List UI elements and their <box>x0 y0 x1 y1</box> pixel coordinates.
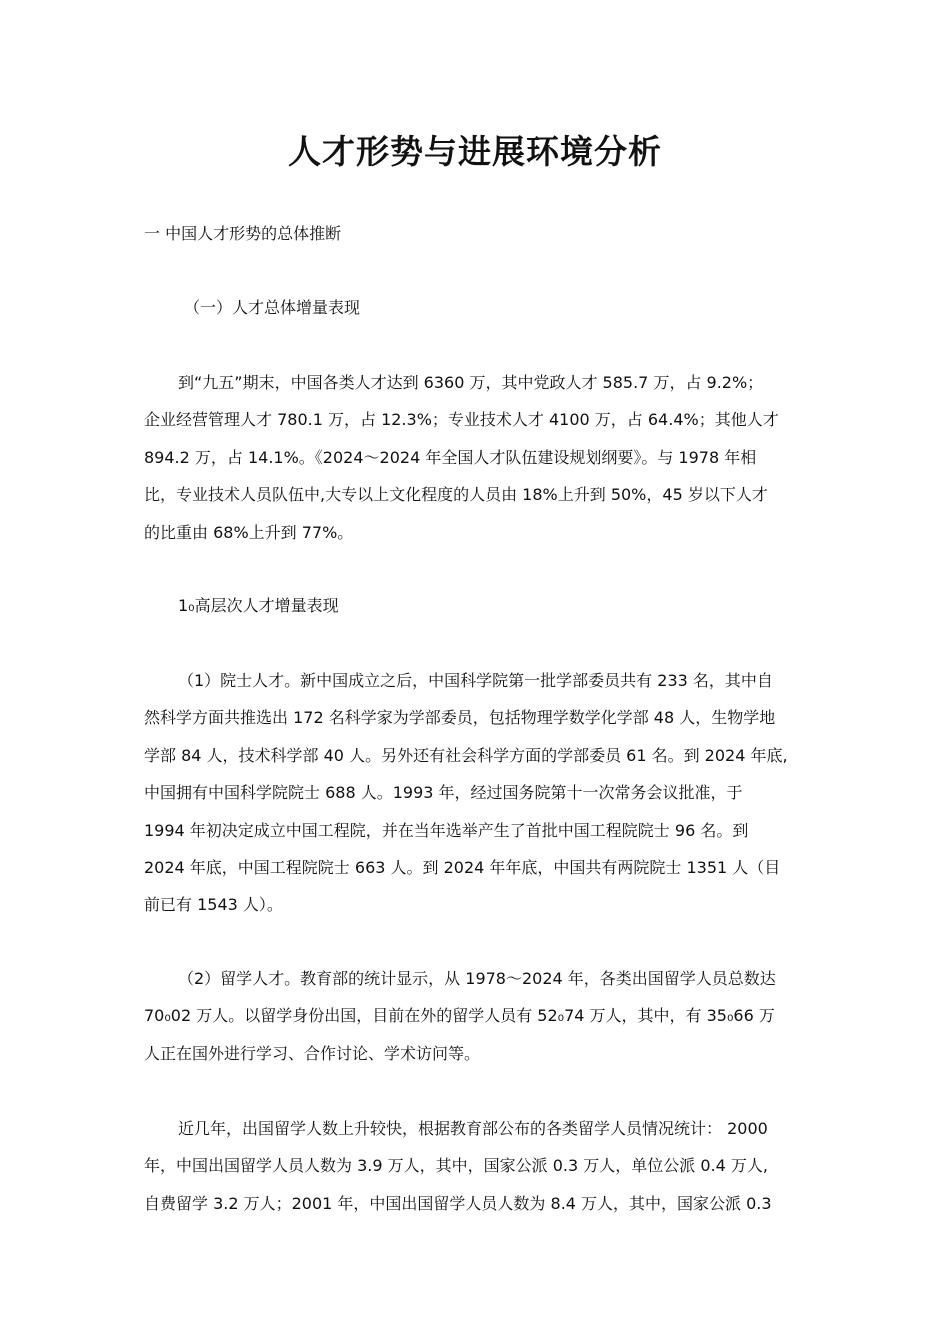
paragraph-line: 然科学方面共推选出 172 名科学家为学部委员，包括物理学数学化学部 48 人，生物学地 <box>144 708 776 728</box>
paragraph-total-talent <box>144 364 812 551</box>
paragraph-overseas-students <box>144 960 812 1072</box>
paragraph-line: 年，中国出国留学人员人数为 3.9 万人，其中，国家公派 0.3 万人，单位公派 0.4 万人, <box>144 1156 768 1176</box>
item-heading: 1₀高层次人才增量表现 <box>178 596 339 615</box>
paragraph-recent-years <box>144 1110 812 1222</box>
paragraph-line: 学部 84 人，技术科学部 40 人。另外还有社会科学方面的学部委员 61 名。到 2024 年底, <box>144 745 788 765</box>
paragraph-line: （2）留学人才。教育部的统计显示，从 1978～2024 年，各类出国留学人员总数达 <box>178 969 776 988</box>
paragraph-line: 前已有 1543 人）。 <box>144 895 283 915</box>
paragraph-line: 2024 年底，中国工程院院士 663 人。到 2024 年年底，中国共有两院院士 1351 人（目 <box>144 858 781 878</box>
paragraph-line: 到“九五”期末，中国各类人才达到 6360 万，其中党政人才 585.7 万，占 9.2%； <box>178 373 764 392</box>
paragraph-line: 自费留学 3.2 万人；2001 年，中国出国留学人员人数为 8.4 万人，其中，国家公派 0.3 <box>144 1193 772 1213</box>
paragraph-line: 比，专业技术人员队伍中,大专以上文化程度的人员由 18%上升到 50%，45 岁以下人才 <box>144 485 768 505</box>
paragraph-line: 近几年，出国留学人数上升较快，根据教育部公布的各类留学人员情况统计： 2000 <box>178 1119 768 1138</box>
paragraph-line: 70₀02 万人。以留学身份出国，目前在外的留学人员有 52₀74 万人，其中，有 35₀66 万 <box>144 1006 775 1026</box>
paragraph-academicians <box>144 662 812 924</box>
paragraph-line: 人正在国外进行学习、合作讨论、学术访问等。 <box>144 1043 481 1063</box>
paragraph-line: 的比重由 68%上升到 77%。 <box>144 522 354 542</box>
paragraph-line: 中国拥有中国科学院院士 688 人。1993 年，经过国务院第十一次常务会议批准，于 <box>144 783 743 803</box>
section-heading: 一 中国人才形势的总体推断 <box>144 224 342 243</box>
paragraph-line: （1）院士人才。新中国成立之后，中国科学院第一批学部委员共有 233 名，其中自 <box>178 671 773 690</box>
paragraph-line: 1994 年初决定成立中国工程院，并在当年选举产生了首批中国工程院院士 96 名。到 <box>144 820 749 840</box>
paragraph-line: 企业经营管理人才 780.1 万，占 12.3%；专业技术人才 4100 万，占 64.4%；其他人才 <box>144 410 779 430</box>
sub-heading: （一）人才总体增量表现 <box>184 298 361 317</box>
document-title: 人才形势与进展环境分析 <box>288 132 662 171</box>
paragraph-line: 894.2 万，占 14.1%。《2024～2024 年全国人才队伍建设规划纲要》。与 1978 年相 <box>144 447 757 467</box>
